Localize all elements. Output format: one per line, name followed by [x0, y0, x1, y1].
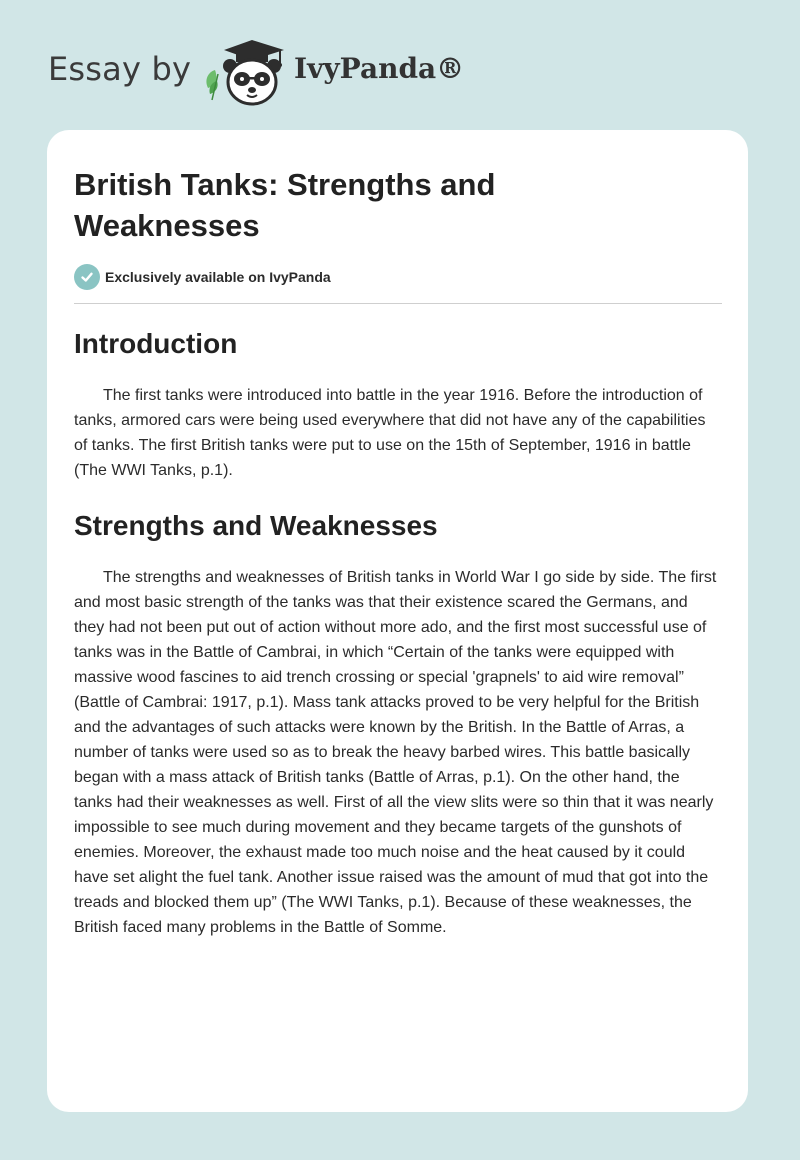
exclusive-badge-label: Exclusively available on IvyPanda — [105, 269, 331, 285]
essay-title: British Tanks: Strengths and Weaknesses — [74, 167, 496, 243]
exclusive-badge — [74, 264, 722, 290]
site-header — [48, 30, 548, 110]
panda-graduate-logo-icon — [202, 34, 292, 108]
section-heading-introduction: Introduction — [74, 328, 238, 359]
section-body-strengths-weaknesses: The strengths and weaknesses of British tanks in World War I go side by side. The first and most basic strength of the tanks was that their existence scared the Germans, and they had not been put out of action without more ado, and the first most successful use of tanks was in the Battle of Cambrai, in which “Certain of the tanks were equipped with massive wood fascines to aid trench crossing or special 'grapnels' to aid wire removal” (Battle of Cambrai: 1917, p.1). Mass tank attacks proved to be very helpful for the British and the advantages of such attacks were known by the British. In the Battle of Arras, a number of tanks were used so as to break the heavy barbed wires. This battle basically began with a mass attack of British tanks (Battle of Arras, p.1). On the other hand, the tanks had their weaknesses as well. First of all the view slits were so thin that it was nearly impossible to see much during movement and they became targets of the gunshots of enemies. Moreover, the exhaust made too much noise and the heat caused by it could have set alight the fuel tank. Another issue raised was the amount of mud that got into the treads and blocked them up” (The WWI Tanks, p.1). Because of these weaknesses, the British faced many problems in the Battle of Somme. — [74, 569, 717, 936]
section-body-introduction: The first tanks were introduced into battle in the year 1916. Before the introduction of tanks, armored cars were being used everywhere that did not have any of the capabilities of tanks. The first British tanks were put to use on the 15th of September, 1916 in battle (The WWI Tanks, p.1). — [74, 387, 706, 479]
divider — [74, 303, 722, 304]
checkmark-icon — [74, 264, 100, 290]
essay-by-label: Essay by — [48, 50, 192, 88]
section-heading-strengths-weaknesses: Strengths and Weaknesses — [74, 510, 438, 541]
essay-content — [74, 164, 722, 940]
essay-card — [47, 130, 748, 1112]
brand-name: IvyPanda® — [294, 52, 465, 85]
